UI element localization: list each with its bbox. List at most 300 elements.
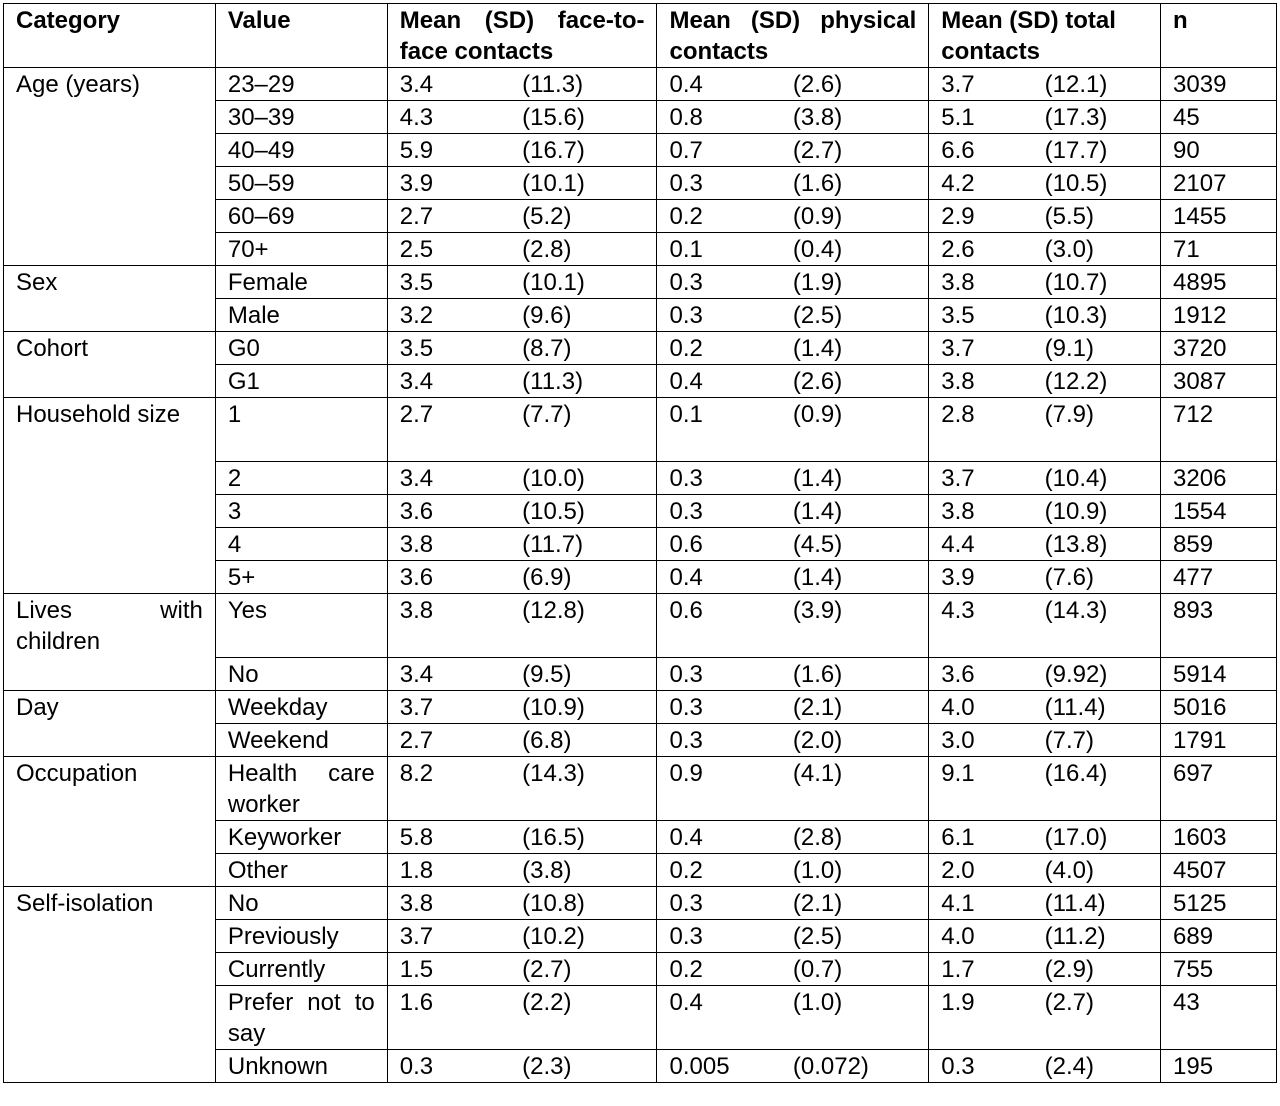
physical-sd: (2.6)	[792, 71, 843, 98]
physical-cell	[657, 167, 929, 200]
face-to-face-cell	[387, 462, 657, 495]
face-to-face-sd: (9.5)	[522, 661, 572, 688]
face-to-face-sd: (10.5)	[522, 498, 585, 525]
face-to-face-cell	[387, 691, 657, 724]
physical-sd: (1.6)	[792, 170, 843, 197]
total-sd: (2.4)	[1044, 1053, 1094, 1080]
physical-cell	[657, 266, 929, 299]
total-cell	[929, 101, 1161, 134]
value-cell: Weekend	[215, 724, 387, 757]
face-to-face-mean: 3.4	[399, 465, 434, 492]
physical-cell	[657, 365, 929, 398]
value-cell: 5+	[215, 561, 387, 594]
physical-sd: (3.8)	[792, 104, 843, 131]
physical-sd: (2.5)	[792, 923, 843, 950]
n-cell: 3720	[1161, 332, 1277, 365]
total-mean: 6.6	[941, 137, 975, 164]
physical-mean: 0.2	[669, 857, 703, 884]
face-to-face-mean: 3.8	[399, 890, 434, 917]
value-cell: Yes	[215, 594, 387, 658]
physical-sd: (4.5)	[792, 531, 843, 558]
total-sd: (12.2)	[1044, 368, 1108, 395]
physical-sd: (0.072)	[792, 1053, 869, 1080]
total-cell	[929, 1050, 1161, 1083]
physical-sd: (2.5)	[792, 302, 843, 329]
total-cell	[929, 724, 1161, 757]
physical-mean: 0.2	[669, 956, 703, 983]
total-sd: (13.8)	[1044, 531, 1108, 558]
total-sd: (11.2)	[1044, 923, 1106, 950]
physical-mean: 0.3	[669, 661, 703, 688]
header-n: n	[1161, 4, 1277, 68]
total-sd: (7.9)	[1044, 401, 1094, 428]
face-to-face-cell	[387, 365, 657, 398]
value-cell: Female	[215, 266, 387, 299]
total-sd: (9.1)	[1044, 335, 1094, 362]
face-to-face-mean: 4.3	[399, 104, 434, 131]
face-to-face-cell	[387, 757, 657, 821]
total-sd: (17.7)	[1044, 137, 1108, 164]
physical-mean: 0.3	[669, 923, 703, 950]
n-cell: 3087	[1161, 365, 1277, 398]
total-mean: 9.1	[941, 760, 975, 787]
physical-cell	[657, 658, 929, 691]
physical-mean: 0.4	[669, 71, 703, 98]
total-mean: 4.2	[941, 170, 975, 197]
header-total: Mean (SD) total contacts	[929, 4, 1161, 68]
face-to-face-mean: 0.3	[399, 1053, 434, 1080]
face-to-face-sd: (6.9)	[522, 564, 572, 591]
face-to-face-sd: (11.3)	[522, 71, 584, 98]
physical-sd: (2.6)	[792, 368, 843, 395]
face-to-face-sd: (6.8)	[522, 727, 572, 754]
header-category: Category	[4, 4, 216, 68]
face-to-face-sd: (10.0)	[522, 465, 585, 492]
n-cell: 1912	[1161, 299, 1277, 332]
physical-mean: 0.8	[669, 104, 703, 131]
face-to-face-sd: (8.7)	[522, 335, 572, 362]
contacts-table	[3, 3, 1277, 1083]
physical-sd: (1.0)	[792, 989, 843, 1016]
value-cell: G0	[215, 332, 387, 365]
category-cell: Household size	[4, 398, 216, 594]
face-to-face-mean: 3.6	[399, 564, 434, 591]
total-sd: (7.6)	[1044, 564, 1094, 591]
value-cell: Weekday	[215, 691, 387, 724]
value-cell: G1	[215, 365, 387, 398]
face-to-face-cell	[387, 528, 657, 561]
total-cell	[929, 134, 1161, 167]
table-row	[4, 691, 1277, 724]
n-cell: 43	[1161, 986, 1277, 1050]
physical-mean: 0.3	[669, 170, 703, 197]
face-to-face-sd: (12.8)	[522, 597, 585, 624]
table-row	[4, 887, 1277, 920]
total-sd: (12.1)	[1044, 71, 1108, 98]
physical-mean: 0.4	[669, 368, 703, 395]
category-cell: Occupation	[4, 757, 216, 887]
table-row	[4, 594, 1277, 658]
physical-cell	[657, 332, 929, 365]
physical-mean: 0.3	[669, 465, 703, 492]
face-to-face-sd: (10.9)	[522, 694, 585, 721]
physical-sd: (2.1)	[792, 890, 843, 917]
physical-sd: (1.4)	[792, 564, 843, 591]
value-cell: Keyworker	[215, 821, 387, 854]
physical-mean: 0.9	[669, 760, 703, 787]
physical-mean: 0.7	[669, 137, 703, 164]
total-mean: 3.8	[941, 269, 975, 296]
face-to-face-cell	[387, 1050, 657, 1083]
physical-mean: 0.3	[669, 694, 703, 721]
face-to-face-cell	[387, 495, 657, 528]
face-to-face-sd: (3.8)	[522, 857, 572, 884]
value-cell: 1	[215, 398, 387, 462]
value-cell: 30–39	[215, 101, 387, 134]
total-mean: 4.4	[941, 531, 975, 558]
physical-sd: (2.1)	[792, 694, 843, 721]
face-to-face-sd: (16.7)	[522, 137, 585, 164]
physical-mean: 0.1	[669, 236, 703, 263]
total-sd: (5.5)	[1044, 203, 1094, 230]
physical-sd: (1.6)	[792, 661, 843, 688]
face-to-face-cell	[387, 68, 657, 101]
face-to-face-mean: 2.7	[399, 401, 434, 428]
total-mean: 3.7	[941, 71, 975, 98]
table-body	[4, 68, 1277, 1083]
physical-cell	[657, 757, 929, 821]
category-cell: Cohort	[4, 332, 216, 398]
physical-mean: 0.005	[669, 1053, 730, 1080]
total-mean: 3.8	[941, 368, 975, 395]
value-cell: Health care worker	[215, 757, 387, 821]
face-to-face-sd: (7.7)	[522, 401, 572, 428]
total-sd: (2.7)	[1044, 989, 1094, 1016]
table-row	[4, 266, 1277, 299]
physical-cell	[657, 101, 929, 134]
physical-sd: (2.0)	[792, 727, 843, 754]
face-to-face-mean: 3.8	[399, 597, 434, 624]
total-cell	[929, 462, 1161, 495]
total-mean: 3.0	[941, 727, 975, 754]
total-cell	[929, 398, 1161, 462]
face-to-face-mean: 3.5	[399, 269, 434, 296]
value-cell: Prefer not to say	[215, 986, 387, 1050]
total-mean: 0.3	[941, 1053, 975, 1080]
total-mean: 4.3	[941, 597, 975, 624]
table-row	[4, 68, 1277, 101]
value-cell: 50–59	[215, 167, 387, 200]
header-row	[4, 4, 1277, 68]
face-to-face-cell	[387, 986, 657, 1050]
value-cell: Male	[215, 299, 387, 332]
total-mean: 4.0	[941, 694, 975, 721]
face-to-face-sd: (16.5)	[522, 824, 585, 851]
face-to-face-mean: 8.2	[399, 760, 434, 787]
physical-sd: (4.1)	[792, 760, 843, 787]
total-cell	[929, 68, 1161, 101]
table-row	[4, 332, 1277, 365]
total-cell	[929, 299, 1161, 332]
total-cell	[929, 920, 1161, 953]
total-mean: 3.7	[941, 335, 975, 362]
total-cell	[929, 495, 1161, 528]
n-cell: 45	[1161, 101, 1277, 134]
total-mean: 3.8	[941, 498, 975, 525]
total-mean: 1.9	[941, 989, 975, 1016]
physical-cell	[657, 691, 929, 724]
physical-mean: 0.6	[669, 531, 703, 558]
physical-sd: (3.9)	[792, 597, 843, 624]
n-cell: 2107	[1161, 167, 1277, 200]
physical-cell	[657, 299, 929, 332]
face-to-face-mean: 3.4	[399, 368, 434, 395]
table-row	[4, 757, 1277, 821]
physical-sd: (2.8)	[792, 824, 843, 851]
physical-cell	[657, 986, 929, 1050]
physical-cell	[657, 495, 929, 528]
face-to-face-mean: 2.5	[399, 236, 434, 263]
physical-cell	[657, 462, 929, 495]
physical-sd: (0.9)	[792, 401, 843, 428]
physical-sd: (0.9)	[792, 203, 843, 230]
category-cell: Sex	[4, 266, 216, 332]
total-mean: 3.6	[941, 661, 975, 688]
total-sd: (7.7)	[1044, 727, 1094, 754]
value-cell: 70+	[215, 233, 387, 266]
category-cell: Lives with children	[4, 594, 216, 691]
total-cell	[929, 757, 1161, 821]
n-cell: 4895	[1161, 266, 1277, 299]
total-sd: (10.3)	[1044, 302, 1108, 329]
face-to-face-mean: 1.5	[399, 956, 434, 983]
total-mean: 2.0	[941, 857, 975, 884]
face-to-face-cell	[387, 854, 657, 887]
face-to-face-sd: (2.3)	[522, 1053, 572, 1080]
value-cell: No	[215, 887, 387, 920]
value-cell: Unknown	[215, 1050, 387, 1083]
face-to-face-sd: (15.6)	[522, 104, 585, 131]
face-to-face-cell	[387, 134, 657, 167]
total-cell	[929, 200, 1161, 233]
header-value: Value	[215, 4, 387, 68]
physical-cell	[657, 887, 929, 920]
total-sd: (14.3)	[1044, 597, 1108, 624]
face-to-face-mean: 5.9	[399, 137, 434, 164]
total-cell	[929, 821, 1161, 854]
face-to-face-mean: 3.4	[399, 661, 434, 688]
face-to-face-cell	[387, 594, 657, 658]
face-to-face-cell	[387, 398, 657, 462]
value-cell: 3	[215, 495, 387, 528]
physical-mean: 0.1	[669, 401, 703, 428]
total-cell	[929, 233, 1161, 266]
total-cell	[929, 266, 1161, 299]
n-cell: 755	[1161, 953, 1277, 986]
physical-cell	[657, 233, 929, 266]
total-cell	[929, 528, 1161, 561]
table-row	[4, 398, 1277, 462]
physical-sd: (0.7)	[792, 956, 843, 983]
total-sd: (3.0)	[1044, 236, 1094, 263]
physical-sd: (1.4)	[792, 465, 843, 492]
physical-mean: 0.3	[669, 269, 703, 296]
total-mean: 3.7	[941, 465, 975, 492]
face-to-face-sd: (10.2)	[522, 923, 585, 950]
face-to-face-sd: (2.8)	[522, 236, 572, 263]
face-to-face-mean: 3.6	[399, 498, 434, 525]
total-mean: 3.9	[941, 564, 975, 591]
total-cell	[929, 953, 1161, 986]
face-to-face-sd: (11.7)	[522, 531, 584, 558]
total-sd: (11.4)	[1044, 694, 1106, 721]
physical-mean: 0.3	[669, 890, 703, 917]
value-cell: 60–69	[215, 200, 387, 233]
n-cell: 477	[1161, 561, 1277, 594]
total-mean: 4.0	[941, 923, 975, 950]
total-sd: (10.9)	[1044, 498, 1108, 525]
category-cell: Self-isolation	[4, 887, 216, 1083]
physical-mean: 0.3	[669, 302, 703, 329]
total-sd: (16.4)	[1044, 760, 1108, 787]
value-cell: Other	[215, 854, 387, 887]
physical-cell	[657, 68, 929, 101]
value-cell: Currently	[215, 953, 387, 986]
physical-mean: 0.2	[669, 203, 703, 230]
physical-cell	[657, 594, 929, 658]
total-mean: 5.1	[941, 104, 975, 131]
physical-sd: (1.9)	[792, 269, 843, 296]
face-to-face-sd: (11.3)	[522, 368, 584, 395]
total-mean: 2.8	[941, 401, 975, 428]
n-cell: 893	[1161, 594, 1277, 658]
physical-cell	[657, 854, 929, 887]
value-cell: No	[215, 658, 387, 691]
face-to-face-cell	[387, 821, 657, 854]
n-cell: 5125	[1161, 887, 1277, 920]
face-to-face-cell	[387, 167, 657, 200]
n-cell: 5016	[1161, 691, 1277, 724]
physical-mean: 0.4	[669, 989, 703, 1016]
physical-cell	[657, 724, 929, 757]
face-to-face-sd: (10.1)	[522, 170, 585, 197]
face-to-face-sd: (9.6)	[522, 302, 572, 329]
header-physical: Mean (SD) physical contacts	[657, 4, 929, 68]
face-to-face-mean: 1.8	[399, 857, 434, 884]
face-to-face-sd: (10.1)	[522, 269, 585, 296]
face-to-face-mean: 3.9	[399, 170, 434, 197]
face-to-face-cell	[387, 299, 657, 332]
face-to-face-cell	[387, 561, 657, 594]
n-cell: 697	[1161, 757, 1277, 821]
total-cell	[929, 658, 1161, 691]
physical-mean: 0.4	[669, 564, 703, 591]
total-mean: 6.1	[941, 824, 975, 851]
face-to-face-mean: 3.5	[399, 335, 434, 362]
header-face-to-face: Mean (SD) face-to-face contacts	[387, 4, 657, 68]
physical-cell	[657, 821, 929, 854]
n-cell: 1603	[1161, 821, 1277, 854]
physical-sd: (1.4)	[792, 498, 843, 525]
face-to-face-mean: 2.7	[399, 727, 434, 754]
face-to-face-mean: 5.8	[399, 824, 434, 851]
value-cell: Previously	[215, 920, 387, 953]
face-to-face-cell	[387, 887, 657, 920]
total-sd: (17.3)	[1044, 104, 1108, 131]
n-cell: 712	[1161, 398, 1277, 462]
face-to-face-mean: 3.7	[399, 694, 434, 721]
face-to-face-mean: 3.7	[399, 923, 434, 950]
physical-cell	[657, 134, 929, 167]
total-mean: 4.1	[941, 890, 975, 917]
face-to-face-cell	[387, 953, 657, 986]
value-cell: 2	[215, 462, 387, 495]
physical-sd: (1.0)	[792, 857, 843, 884]
face-to-face-cell	[387, 920, 657, 953]
physical-sd: (2.7)	[792, 137, 843, 164]
total-sd: (10.5)	[1044, 170, 1108, 197]
physical-mean: 0.6	[669, 597, 703, 624]
physical-cell	[657, 953, 929, 986]
category-cell: Age (years)	[4, 68, 216, 266]
total-sd: (9.92)	[1044, 661, 1108, 688]
total-cell	[929, 561, 1161, 594]
face-to-face-mean: 2.7	[399, 203, 434, 230]
physical-cell	[657, 1050, 929, 1083]
n-cell: 90	[1161, 134, 1277, 167]
physical-mean: 0.3	[669, 727, 703, 754]
face-to-face-sd: (2.7)	[522, 956, 572, 983]
physical-cell	[657, 920, 929, 953]
value-cell: 23–29	[215, 68, 387, 101]
total-sd: (17.0)	[1044, 824, 1108, 851]
value-cell: 4	[215, 528, 387, 561]
n-cell: 71	[1161, 233, 1277, 266]
total-mean: 1.7	[941, 956, 975, 983]
total-mean: 3.5	[941, 302, 975, 329]
total-cell	[929, 594, 1161, 658]
value-cell: 40–49	[215, 134, 387, 167]
n-cell: 1455	[1161, 200, 1277, 233]
total-sd: (2.9)	[1044, 956, 1094, 983]
face-to-face-sd: (2.2)	[522, 989, 572, 1016]
face-to-face-mean: 3.4	[399, 71, 434, 98]
n-cell: 195	[1161, 1050, 1277, 1083]
face-to-face-cell	[387, 200, 657, 233]
physical-mean: 0.2	[669, 335, 703, 362]
face-to-face-cell	[387, 266, 657, 299]
physical-mean: 0.4	[669, 824, 703, 851]
face-to-face-cell	[387, 332, 657, 365]
physical-sd: (0.4)	[792, 236, 843, 263]
n-cell: 689	[1161, 920, 1277, 953]
total-cell	[929, 854, 1161, 887]
face-to-face-cell	[387, 658, 657, 691]
n-cell: 5914	[1161, 658, 1277, 691]
total-sd: (4.0)	[1044, 857, 1094, 884]
physical-cell	[657, 200, 929, 233]
total-sd: (10.7)	[1044, 269, 1108, 296]
n-cell: 1791	[1161, 724, 1277, 757]
n-cell: 3206	[1161, 462, 1277, 495]
physical-mean: 0.3	[669, 498, 703, 525]
n-cell: 1554	[1161, 495, 1277, 528]
total-cell	[929, 332, 1161, 365]
face-to-face-cell	[387, 233, 657, 266]
total-sd: (10.4)	[1044, 465, 1108, 492]
total-mean: 2.9	[941, 203, 975, 230]
total-sd: (11.4)	[1044, 890, 1106, 917]
